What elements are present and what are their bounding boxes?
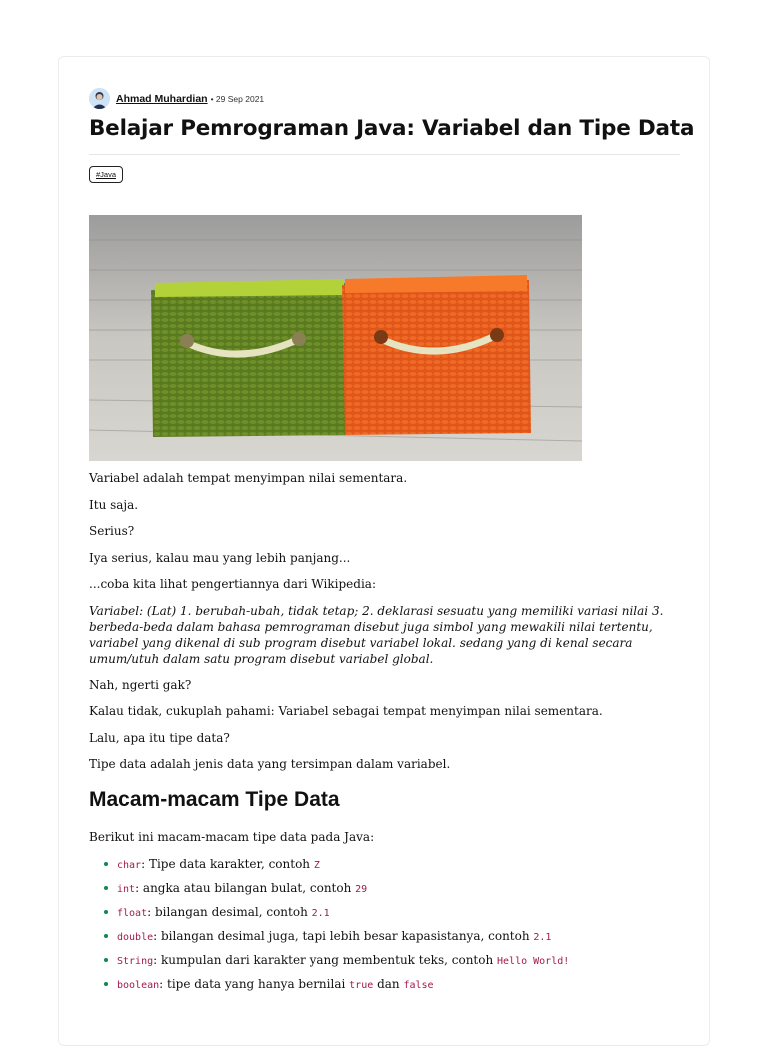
post-meta bbox=[89, 88, 264, 109]
type-desc: : bilangan desimal juga, tapi lebih besar kapasistanya, contoh bbox=[153, 928, 534, 943]
type-desc: : bilangan desimal, contoh bbox=[147, 904, 312, 919]
type-code: boolean bbox=[117, 979, 160, 991]
type-example: 29 bbox=[355, 883, 368, 895]
type-desc: : Tipe data karakter, contoh bbox=[141, 856, 314, 871]
paragraph: Variabel adalah tempat menyimpan nilai sementara. bbox=[89, 471, 408, 485]
section-heading: Macam-macam Tipe Data bbox=[89, 788, 340, 811]
list-item bbox=[104, 928, 674, 946]
bullet-icon bbox=[104, 886, 108, 890]
avatar-icon[interactable] bbox=[89, 88, 110, 109]
type-desc-mid: dan bbox=[373, 976, 404, 991]
type-example: false bbox=[403, 979, 434, 991]
bullet-icon bbox=[104, 934, 108, 938]
type-code: double bbox=[117, 931, 154, 943]
baskets-photo bbox=[89, 215, 582, 461]
type-example: 2.1 bbox=[311, 907, 330, 919]
list-item bbox=[104, 880, 674, 898]
list-item bbox=[104, 904, 674, 922]
list-item bbox=[104, 856, 674, 874]
author-link[interactable]: Ahmad Muhardian bbox=[116, 92, 208, 105]
bullet-icon bbox=[104, 910, 108, 914]
list-item bbox=[104, 976, 674, 994]
type-example: Z bbox=[313, 859, 320, 871]
type-example: Hello World! bbox=[497, 955, 570, 967]
post-date: • 29 Sep 2021 bbox=[210, 93, 265, 104]
type-desc: : angka atau bilangan bulat, contoh bbox=[135, 880, 356, 895]
bullet-icon bbox=[104, 862, 108, 866]
type-desc: : tipe data yang hanya bernilai bbox=[159, 976, 350, 991]
tag-java[interactable]: #Java bbox=[89, 166, 123, 183]
type-code: float bbox=[117, 907, 148, 919]
paragraph: ...coba kita lihat pengertiannya dari Wikipedia: bbox=[89, 577, 376, 591]
type-code: String bbox=[117, 955, 154, 967]
type-example: true bbox=[349, 979, 374, 991]
article-body bbox=[89, 470, 674, 1000]
type-desc: : kumpulan dari karakter yang membentuk teks, contoh bbox=[153, 952, 498, 967]
bullet-icon bbox=[104, 958, 108, 962]
bullet-icon bbox=[104, 982, 108, 986]
data-types-list bbox=[89, 856, 674, 994]
type-code: int bbox=[117, 883, 136, 895]
paragraph: Iya serius, kalau mau yang lebih panjang... bbox=[89, 550, 351, 565]
paragraph: Berikut ini macam-macam tipe data pada Java: bbox=[89, 830, 375, 844]
wikipedia-quote: Variabel: (Lat) 1. berubah-ubah, tidak tetap; 2. deklarasi sesuatu yang memiliki variasi nilai 3. berbeda-beda dalam bahasa pemrograman disebut juga simbol yang mewakili nilai tertentu, variabel yang dikenal di sub program disebut variabel lokal. sedang yang di kenal secara umum/utuh dalam satu program disebut variabel global. bbox=[89, 603, 664, 666]
paragraph: Kalau tidak, cukuplah pahami: Variabel sebagai tempat menyimpan nilai sementara. bbox=[89, 704, 603, 718]
paragraph: Serius? bbox=[89, 524, 135, 538]
list-item bbox=[104, 952, 674, 970]
paragraph: Itu saja. bbox=[89, 497, 139, 512]
title-divider bbox=[89, 154, 680, 155]
paragraph: Tipe data adalah jenis data yang tersimpan dalam variabel. bbox=[89, 757, 451, 771]
page-title: Belajar Pemrograman Java: Variabel dan Tipe Data bbox=[89, 116, 695, 141]
type-example: 2.1 bbox=[533, 931, 552, 943]
type-code: char bbox=[117, 859, 142, 871]
paragraph: Lalu, apa itu tipe data? bbox=[89, 730, 230, 745]
paragraph: Nah, ngerti gak? bbox=[89, 677, 192, 692]
